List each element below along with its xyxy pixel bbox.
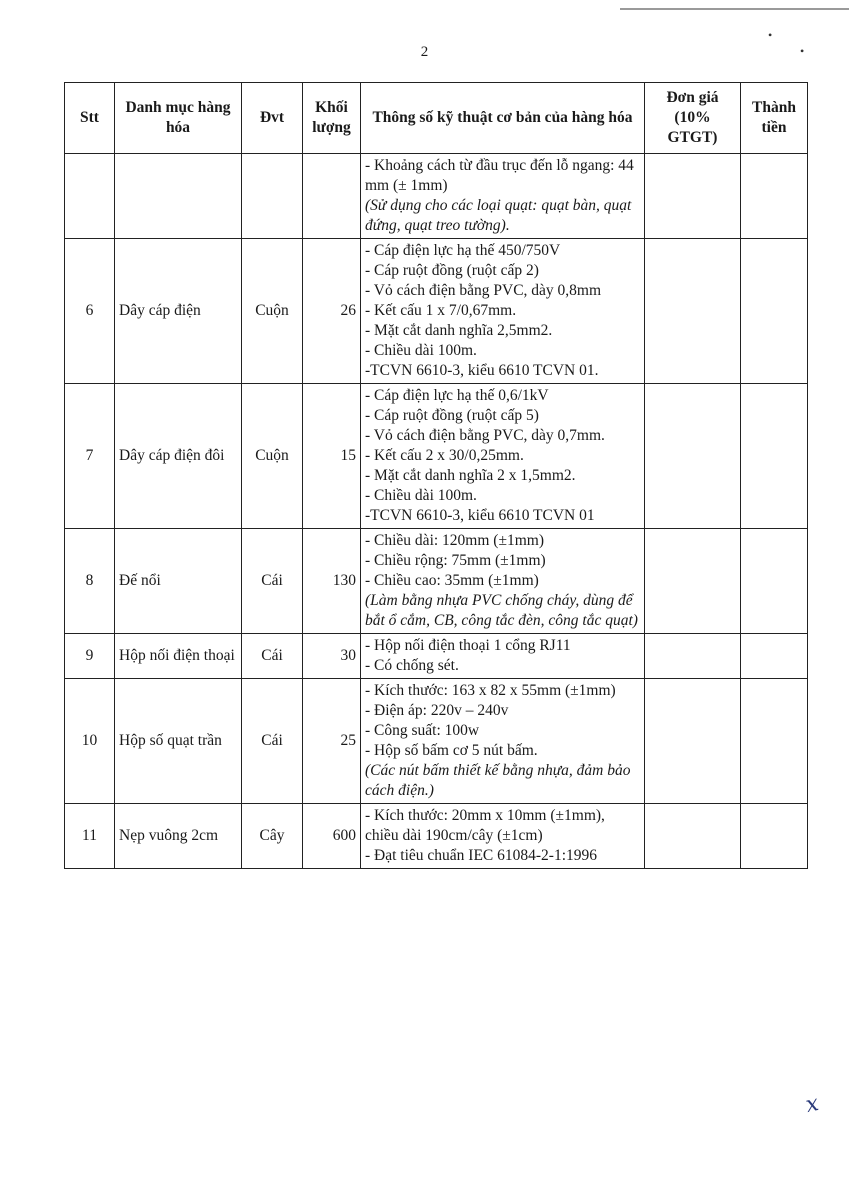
table-row: [65, 384, 808, 529]
spec-line: - Kích thước: 163 x 82 x 55mm (±1mm): [365, 682, 616, 699]
cell-name: Dây cáp điện đôi: [115, 384, 242, 529]
cell-spec: [361, 679, 645, 804]
spec-note: (Các nút bấm thiết kế bằng nhựa, đảm bảo cách điện.): [365, 762, 631, 799]
cell-name: Đế nổi: [115, 529, 242, 634]
page-number: 2: [420, 44, 429, 60]
cell-stt: 6: [65, 239, 115, 384]
cell-unit: Cây: [242, 804, 303, 869]
cell-stt: 11: [65, 804, 115, 869]
cell-qty: 15: [303, 384, 361, 529]
cell-spec: [361, 384, 645, 529]
spec-line: - Mặt cắt danh nghĩa 2,5mm2.: [365, 322, 553, 339]
spec-line: - Chiều dài 100m.: [365, 487, 477, 504]
cell-unit: Cái: [242, 679, 303, 804]
spec-line: - Chiều dài 100m.: [365, 342, 477, 359]
cell-price: [645, 679, 741, 804]
cell-qty: 130: [303, 529, 361, 634]
cell-name: Hộp số quạt trần: [115, 679, 242, 804]
cell-stt: 10: [65, 679, 115, 804]
cell-qty: 30: [303, 634, 361, 679]
header-stt: Stt: [65, 83, 115, 154]
spec-line: -TCVN 6610-3, kiểu 6610 TCVN 01.: [365, 362, 599, 379]
table-header-row: [65, 83, 808, 154]
spec-line: - Khoảng cách từ đầu trục đến lỗ ngang: 44 mm (± 1mm): [365, 157, 634, 194]
cell-name: Nẹp vuông 2cm: [115, 804, 242, 869]
spec-line: - Hộp số bấm cơ 5 nút bấm.: [365, 742, 538, 759]
cell-qty: [303, 154, 361, 239]
cell-unit: Cuộn: [242, 239, 303, 384]
spec-line: - Cáp điện lực hạ thế 0,6/1kV: [365, 387, 549, 404]
spec-line: - Chiều dài: 120mm (±1mm): [365, 532, 544, 549]
spec-line: - Chiều cao: 35mm (±1mm): [365, 572, 539, 589]
cell-total: [741, 804, 808, 869]
cell-unit: Cuộn: [242, 384, 303, 529]
table-row: [65, 154, 808, 239]
spec-line: - Vỏ cách điện bằng PVC, dày 0,7mm.: [365, 427, 605, 444]
spec-line: - Kết cấu 2 x 30/0,25mm.: [365, 447, 524, 464]
cell-total: [741, 239, 808, 384]
spec-note: (Làm bằng nhựa PVC chống cháy, dùng để bắt ổ cắm, CB, công tắc đèn, công tắc quạt): [365, 592, 638, 629]
header-total: Thành tiền: [741, 83, 808, 154]
spec-line: - Cáp ruột đồng (ruột cấp 2): [365, 262, 539, 279]
spec-line: - Có chống sét.: [365, 657, 459, 674]
spec-line: -TCVN 6610-3, kiểu 6610 TCVN 01: [365, 507, 595, 524]
cell-name: Hộp nối điện thoại: [115, 634, 242, 679]
spec-line: - Kết cấu 1 x 7/0,67mm.: [365, 302, 517, 319]
cell-spec: [361, 154, 645, 239]
scan-dot: •: [800, 44, 805, 58]
cell-qty: 25: [303, 679, 361, 804]
header-spec: Thông số kỹ thuật cơ bản của hàng hóa: [361, 83, 645, 154]
scan-edge-line: [620, 8, 849, 10]
table-row: [65, 634, 808, 679]
cell-name: [115, 154, 242, 239]
cell-total: [741, 154, 808, 239]
spec-line: - Kích thước: 20mm x 10mm (±1mm), chiều dài 190cm/cây (±1cm): [365, 807, 605, 844]
goods-table: [64, 82, 808, 869]
spec-line: - Công suất: 100w: [365, 722, 480, 739]
cell-price: [645, 804, 741, 869]
spec-line: - Đạt tiêu chuẩn IEC 61084-2-1:1996: [365, 847, 598, 864]
scan-dot: •: [768, 28, 773, 42]
spec-note: (Sử dụng cho các loại quạt: quạt bàn, quạt đứng, quạt treo tường).: [365, 197, 632, 234]
cell-total: [741, 679, 808, 804]
handwritten-initials: x: [803, 1090, 821, 1119]
cell-stt: 9: [65, 634, 115, 679]
cell-qty: 600: [303, 804, 361, 869]
cell-qty: 26: [303, 239, 361, 384]
header-name: Danh mục hàng hóa: [115, 83, 242, 154]
cell-total: [741, 529, 808, 634]
table-row: [65, 239, 808, 384]
header-unit: Đvt: [242, 83, 303, 154]
cell-name: Dây cáp điện: [115, 239, 242, 384]
cell-price: [645, 154, 741, 239]
cell-spec: [361, 239, 645, 384]
spec-line: - Chiều rộng: 75mm (±1mm): [365, 552, 546, 569]
spec-line: - Mặt cắt danh nghĩa 2 x 1,5mm2.: [365, 467, 576, 484]
cell-spec: [361, 804, 645, 869]
spec-line: - Cáp ruột đồng (ruột cấp 5): [365, 407, 539, 424]
cell-price: [645, 529, 741, 634]
cell-total: [741, 634, 808, 679]
cell-unit: Cái: [242, 529, 303, 634]
table-row: [65, 804, 808, 869]
cell-stt: [65, 154, 115, 239]
cell-stt: 7: [65, 384, 115, 529]
cell-stt: 8: [65, 529, 115, 634]
cell-unit: [242, 154, 303, 239]
cell-price: [645, 239, 741, 384]
spec-line: - Điện áp: 220v – 240v: [365, 702, 509, 719]
cell-price: [645, 634, 741, 679]
header-price: Đơn giá (10% GTGT): [645, 83, 741, 154]
spec-line: - Cáp điện lực hạ thế 450/750V: [365, 242, 561, 259]
spec-line: - Hộp nối điện thoại 1 cổng RJ11: [365, 637, 571, 654]
cell-unit: Cái: [242, 634, 303, 679]
cell-spec: [361, 529, 645, 634]
spec-line: - Vỏ cách điện bằng PVC, dày 0,8mm: [365, 282, 602, 299]
cell-spec: [361, 634, 645, 679]
header-qty: Khối lượng: [303, 83, 361, 154]
table-row: [65, 679, 808, 804]
cell-total: [741, 384, 808, 529]
cell-price: [645, 384, 741, 529]
table-row: [65, 529, 808, 634]
